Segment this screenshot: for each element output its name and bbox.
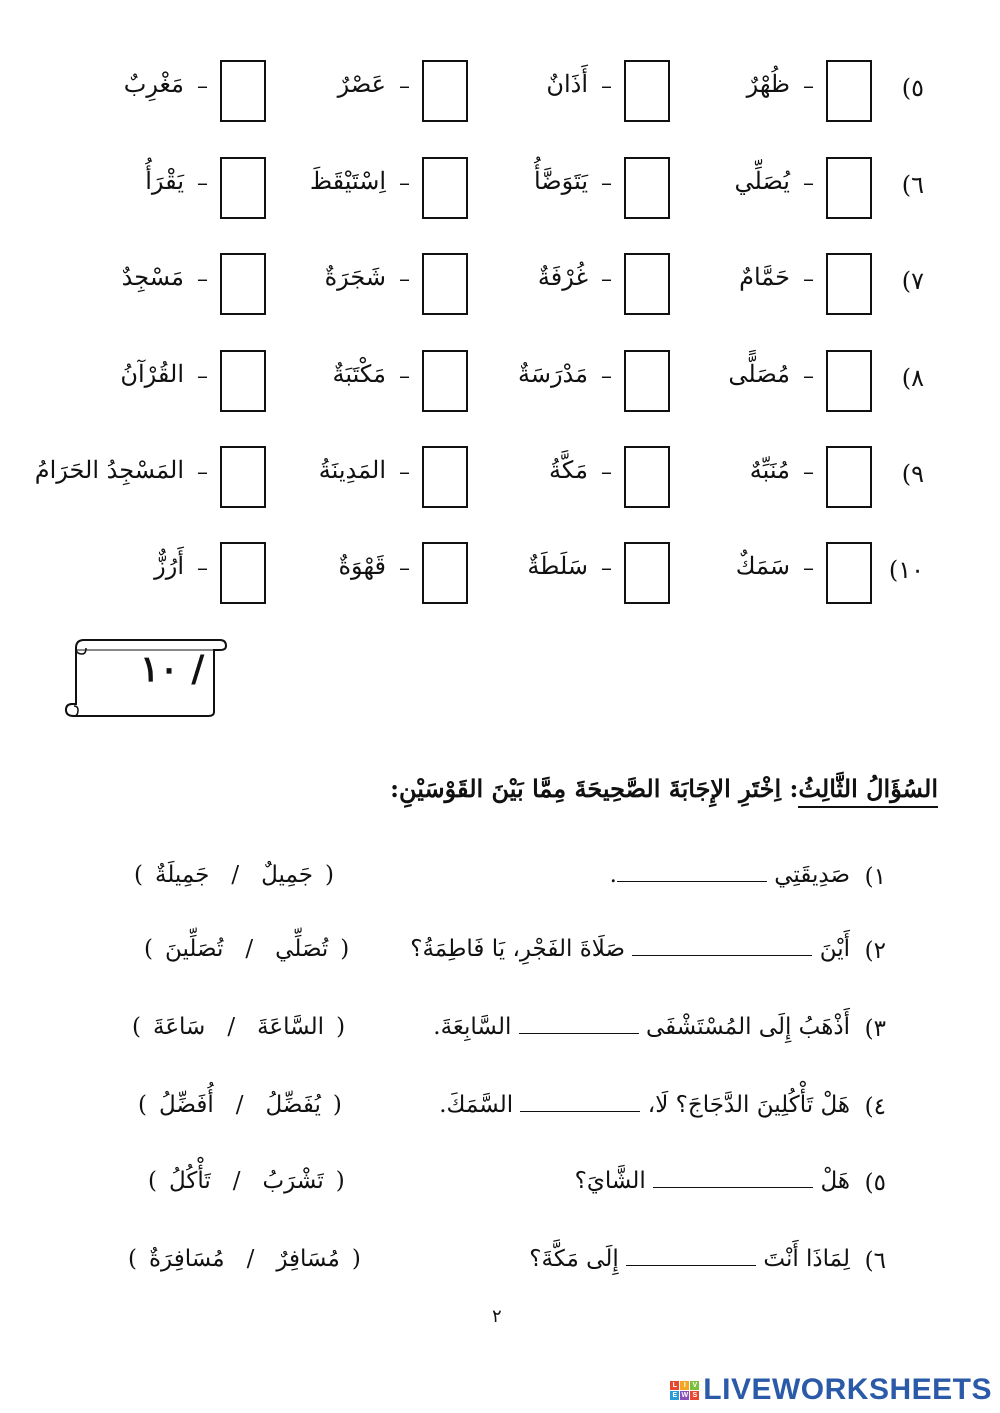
question-row <box>0 854 1000 904</box>
row-number: ٨) <box>901 364 924 392</box>
dash: – <box>803 364 814 389</box>
matching-cell <box>66 60 266 126</box>
choice-option[interactable]: يُفَضِّلُ <box>265 1092 321 1118</box>
answer-box[interactable] <box>220 253 266 315</box>
row-number: ٧) <box>901 267 924 295</box>
choice-option[interactable]: تَشْرَبُ <box>262 1168 324 1194</box>
dash: – <box>803 556 814 581</box>
choice-option[interactable]: جَمِيلٌ <box>261 862 314 888</box>
choice-separator: / <box>227 1014 236 1040</box>
dash: – <box>601 267 612 292</box>
text-after: الشَّايَ؟ <box>574 1168 646 1194</box>
text-after: السَّابِعَةَ. <box>433 1014 512 1040</box>
matching-cell <box>672 157 872 223</box>
question-number: ١) <box>864 864 886 890</box>
question-row <box>0 1160 1000 1210</box>
word: سَلَطَةٌ <box>527 552 588 580</box>
section-heading <box>390 774 938 803</box>
choice-option[interactable]: سَاعَةَ <box>152 1014 206 1040</box>
text-before: أَيْنَ <box>819 936 850 962</box>
word: اِسْتَيْقَظَ <box>309 167 386 195</box>
row-number: ٥) <box>901 74 924 102</box>
question-text <box>610 862 850 888</box>
paren-close: ) <box>132 1014 141 1040</box>
matching-cell <box>470 157 670 223</box>
text-after: السَّمَكَ. <box>439 1092 514 1118</box>
answer-box[interactable] <box>220 157 266 219</box>
choices <box>132 936 361 962</box>
matching-cell <box>66 542 266 608</box>
matching-row <box>0 542 1000 608</box>
dash: – <box>803 267 814 292</box>
dash: – <box>399 74 410 99</box>
paren-close: ) <box>148 1168 157 1194</box>
answer-box[interactable] <box>422 157 468 219</box>
question-row <box>0 1084 1000 1134</box>
matching-cell <box>470 446 670 512</box>
dash: – <box>399 460 410 485</box>
choices <box>122 862 346 888</box>
page-number: ٢ <box>492 1306 502 1327</box>
choice-separator: / <box>231 862 240 888</box>
paren-open: ( <box>351 1246 361 1272</box>
word: عَصْرٌ <box>337 70 386 98</box>
matching-cell <box>268 60 468 126</box>
word: يَقْرَأُ <box>145 167 184 195</box>
answer-blank[interactable] <box>632 937 812 956</box>
question-text <box>575 1168 850 1194</box>
answer-box[interactable] <box>624 350 670 412</box>
word: يَتَوَضَّأُ <box>533 167 588 195</box>
matching-cell <box>268 446 468 512</box>
choice-option[interactable]: أُفَضِّلُ <box>158 1092 214 1118</box>
question-text <box>410 936 850 962</box>
logo-letter: E <box>670 1391 679 1400</box>
logo-letter: L <box>670 1381 679 1390</box>
word: غُرْفَةٌ <box>537 263 588 291</box>
answer-box[interactable] <box>624 446 670 508</box>
answer-box[interactable] <box>826 157 872 219</box>
word: سَمَكٌ <box>735 552 790 580</box>
choice-separator: / <box>235 1092 244 1118</box>
dash: – <box>197 171 208 196</box>
word: حَمَّامٌ <box>739 263 790 291</box>
matching-cell <box>470 60 670 126</box>
answer-blank[interactable] <box>519 1015 639 1034</box>
word: مُصَلًّى <box>728 360 790 388</box>
matching-row <box>0 446 1000 512</box>
answer-box[interactable] <box>422 253 468 315</box>
answer-box[interactable] <box>826 60 872 122</box>
section-title: السُؤَالُ الثَّالِثُ <box>798 774 938 808</box>
answer-box[interactable] <box>624 60 670 122</box>
matching-cell <box>66 157 266 223</box>
dash: – <box>197 74 208 99</box>
word: أَرُزٌّ <box>154 552 184 580</box>
word: ظُهْرٌ <box>746 70 790 98</box>
answer-blank[interactable] <box>520 1093 640 1112</box>
score-scroll <box>62 636 228 720</box>
question-number: ٢) <box>864 938 886 964</box>
choice-option[interactable]: السَّاعَةَ <box>257 1014 325 1040</box>
answer-box[interactable] <box>220 542 266 604</box>
choices <box>120 1014 357 1040</box>
word: المَدِينَةُ <box>318 456 386 484</box>
dash: – <box>601 74 612 99</box>
answer-blank[interactable] <box>653 1169 813 1188</box>
matching-cell <box>66 350 266 416</box>
dash: – <box>601 460 612 485</box>
logo-mark-icon <box>670 1381 699 1400</box>
matching-cell <box>672 542 872 608</box>
matching-cell <box>672 350 872 416</box>
matching-cell <box>672 253 872 319</box>
text-after: إِلَى مَكَّةَ؟ <box>529 1246 619 1272</box>
paren-open: ( <box>325 862 334 888</box>
answer-box[interactable] <box>624 253 670 315</box>
choices <box>136 1168 357 1194</box>
row-number: ١٠) <box>888 556 924 584</box>
word: يُصَلِّي <box>734 167 790 195</box>
question-text <box>439 1092 850 1118</box>
matching-cell <box>470 253 670 319</box>
question-text <box>529 1246 850 1272</box>
word: أَذَانٌ <box>546 70 588 98</box>
question-number: ٥) <box>864 1170 886 1196</box>
paren-open: ( <box>332 1092 342 1118</box>
choice-separator: / <box>246 1246 255 1272</box>
answer-box[interactable] <box>220 446 266 508</box>
word: مَغْرِبٌ <box>123 70 184 98</box>
dash: – <box>399 267 410 292</box>
answer-box[interactable] <box>624 157 670 219</box>
answer-blank[interactable] <box>617 863 767 882</box>
matching-cell <box>268 157 468 223</box>
text-after: صَلَاةَ الفَجْرِ، يَا فَاطِمَةُ؟ <box>410 936 626 962</box>
text-before: أَذْهَبُ إِلَى المُسْتَشْفَى <box>645 1014 850 1040</box>
row-number: ٩) <box>901 460 924 488</box>
matching-cell <box>470 542 670 608</box>
text-before: هَلْ تَأْكُلِينَ الدَّجَاجَ؟ لَا، <box>647 1092 850 1118</box>
matching-cell <box>470 350 670 416</box>
answer-blank[interactable] <box>626 1247 756 1266</box>
question-row <box>0 928 1000 978</box>
matching-cell <box>268 253 468 319</box>
answer-box[interactable] <box>826 350 872 412</box>
paren-close: ) <box>138 1092 147 1118</box>
row-number: ٦) <box>901 171 924 199</box>
matching-cell <box>672 60 872 126</box>
choice-option[interactable]: مُسَافِرَةٌ <box>148 1246 225 1272</box>
answer-box[interactable] <box>826 253 872 315</box>
paren-close: ) <box>144 936 153 962</box>
question-number: ٤) <box>864 1094 886 1120</box>
liveworksheets-logo <box>670 1373 992 1407</box>
word: قَهْوَةٌ <box>338 552 386 580</box>
dash: – <box>601 171 612 196</box>
question-row <box>0 1006 1000 1056</box>
logo-letter: I <box>680 1381 689 1390</box>
logo-letter: S <box>690 1391 699 1400</box>
matching-cell <box>672 446 872 512</box>
text-before: هَلْ <box>820 1168 850 1194</box>
paren-close: ) <box>134 862 143 888</box>
dash: – <box>399 364 410 389</box>
word: مَسْجِدٌ <box>121 263 184 291</box>
choices <box>126 1092 354 1118</box>
word: شَجَرَةٌ <box>324 263 386 291</box>
matching-cell <box>268 542 468 608</box>
dash: – <box>601 556 612 581</box>
paren-close: ) <box>128 1246 137 1272</box>
logo-letter: W <box>681 1391 689 1399</box>
answer-box[interactable] <box>422 60 468 122</box>
matching-row <box>0 350 1000 416</box>
dash: – <box>601 364 612 389</box>
choice-option[interactable]: مُسَافِرٌ <box>276 1246 340 1272</box>
dash: – <box>197 267 208 292</box>
choice-option[interactable]: تُصَلِّي <box>275 936 329 962</box>
answer-box[interactable] <box>624 542 670 604</box>
paren-open: ( <box>335 1168 345 1194</box>
text-after: . <box>609 862 617 888</box>
choice-option[interactable]: تَأْكُلُ <box>168 1168 211 1194</box>
matching-row <box>0 253 1000 319</box>
word: المَسْجِدُ الحَرَامُ <box>34 456 184 484</box>
dash: – <box>803 460 814 485</box>
choice-separator: / <box>245 936 254 962</box>
logo-letter: V <box>690 1381 699 1390</box>
paren-open: ( <box>336 1014 346 1040</box>
choices <box>116 1246 373 1272</box>
matching-cell <box>66 253 266 319</box>
text-before: لِمَاذَا أَنْتَ <box>763 1246 850 1272</box>
brand-name: LIVEWORKSHEETS <box>703 1373 992 1406</box>
dash: – <box>399 171 410 196</box>
question-number: ٦) <box>864 1248 886 1274</box>
question-row <box>0 1238 1000 1288</box>
question-text <box>433 1014 850 1040</box>
matching-cell <box>268 350 468 416</box>
dash: – <box>197 556 208 581</box>
choice-option[interactable]: جَمِيلَةٌ <box>154 862 210 888</box>
answer-box[interactable] <box>220 60 266 122</box>
dash: – <box>803 171 814 196</box>
section-instruction: : اِخْتَرِ الإِجَابَةَ الصَّحِيحَةَ مِمَّا بَيْنَ القَوْسَيْنِ: <box>390 774 799 803</box>
matching-row <box>0 60 1000 126</box>
answer-box[interactable] <box>826 446 872 508</box>
text-before: صَدِيقَتِي <box>774 862 850 888</box>
dash: – <box>399 556 410 581</box>
word: القُرْآنُ <box>120 360 184 388</box>
dash: – <box>803 74 814 99</box>
choice-separator: / <box>232 1168 241 1194</box>
answer-box[interactable] <box>422 446 468 508</box>
choice-option[interactable]: تُصَلِّينَ <box>164 936 224 962</box>
answer-box[interactable] <box>826 542 872 604</box>
dash: – <box>197 460 208 485</box>
score-label: / ١٠ <box>140 648 205 690</box>
answer-box[interactable] <box>422 350 468 412</box>
answer-box[interactable] <box>422 542 468 604</box>
word: مَدْرَسَةٌ <box>517 360 588 388</box>
answer-box[interactable] <box>220 350 266 412</box>
word: مُنَبِّهٌ <box>749 456 790 484</box>
question-number: ٣) <box>864 1016 886 1042</box>
matching-cell <box>34 446 266 512</box>
matching-row <box>0 157 1000 223</box>
paren-open: ( <box>340 936 350 962</box>
word: مَكَّةُ <box>549 456 588 484</box>
word: مَكْتَبَةٌ <box>332 360 386 388</box>
dash: – <box>197 364 208 389</box>
